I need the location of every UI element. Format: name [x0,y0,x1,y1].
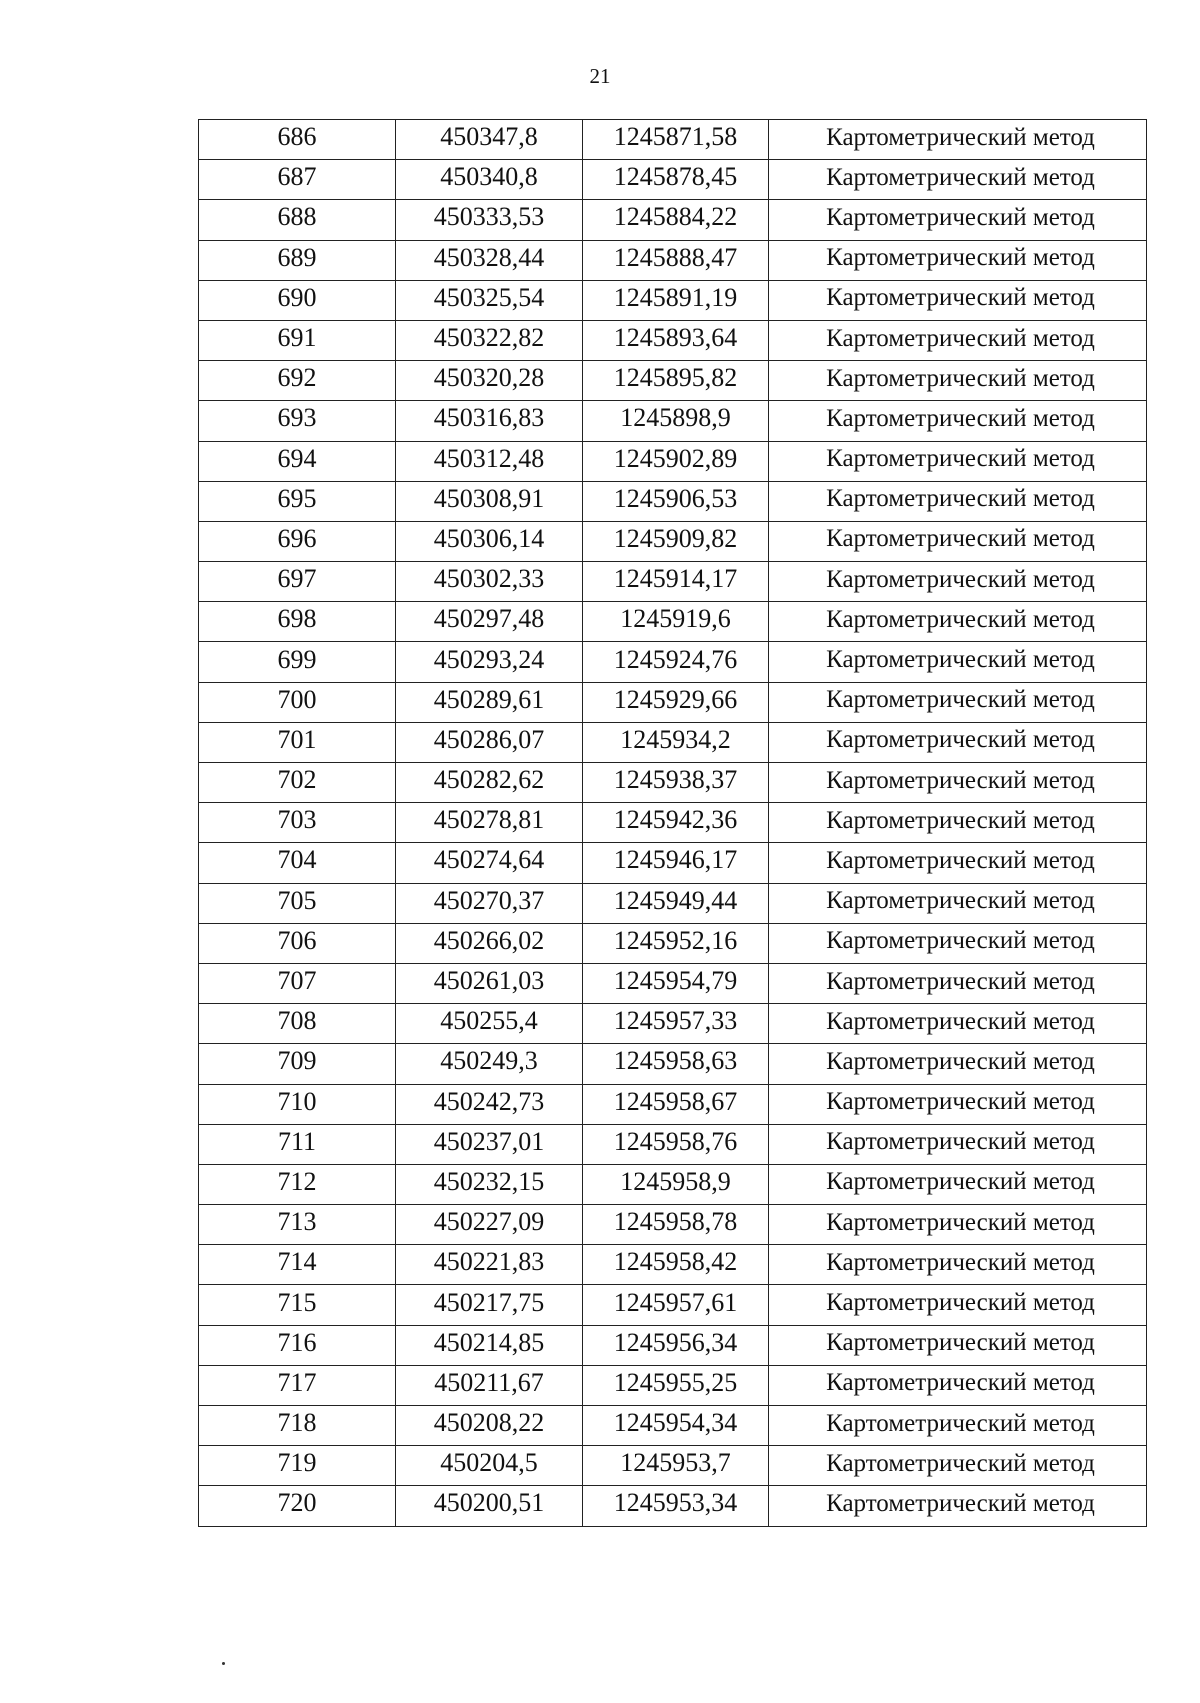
point-number-cell: 720 [199,1486,396,1526]
method-cell: Картометрический метод [769,1406,1147,1446]
table-row [199,401,1147,441]
x-coordinate-cell: 450270,37 [396,883,583,923]
method-cell: Картометрический метод [769,240,1147,280]
x-coordinate-cell: 450340,8 [396,160,583,200]
point-number-cell: 695 [199,481,396,521]
stray-dot [222,1662,225,1665]
table-row [199,1124,1147,1164]
table-row [199,280,1147,320]
point-number-cell: 693 [199,401,396,441]
point-number-cell: 709 [199,1044,396,1084]
point-number-cell: 718 [199,1406,396,1446]
x-coordinate-cell: 450208,22 [396,1406,583,1446]
y-coordinate-cell: 1245914,17 [583,562,769,602]
point-number-cell: 706 [199,923,396,963]
table-row [199,1325,1147,1365]
method-cell: Картометрический метод [769,1365,1147,1405]
method-cell: Картометрический метод [769,1325,1147,1365]
table-row [199,1406,1147,1446]
method-cell: Картометрический метод [769,1124,1147,1164]
y-coordinate-cell: 1245906,53 [583,481,769,521]
y-coordinate-cell: 1245942,36 [583,803,769,843]
method-cell: Картометрический метод [769,481,1147,521]
table-body [199,120,1147,1527]
x-coordinate-cell: 450293,24 [396,642,583,682]
point-number-cell: 714 [199,1245,396,1285]
method-cell: Картометрический метод [769,923,1147,963]
point-number-cell: 707 [199,963,396,1003]
method-cell: Картометрический метод [769,1084,1147,1124]
method-cell: Картометрический метод [769,1285,1147,1325]
table-row [199,642,1147,682]
table-row [199,843,1147,883]
y-coordinate-cell: 1245953,7 [583,1446,769,1486]
table-row [199,1205,1147,1245]
x-coordinate-cell: 450249,3 [396,1044,583,1084]
method-cell: Картометрический метод [769,963,1147,1003]
x-coordinate-cell: 450261,03 [396,963,583,1003]
method-cell: Картометрический метод [769,1044,1147,1084]
y-coordinate-cell: 1245929,66 [583,682,769,722]
table-row [199,1245,1147,1285]
table-row [199,1446,1147,1486]
y-coordinate-cell: 1245957,33 [583,1004,769,1044]
method-cell: Картометрический метод [769,1245,1147,1285]
y-coordinate-cell: 1245938,37 [583,763,769,803]
point-number-cell: 701 [199,722,396,762]
method-cell: Картометрический метод [769,361,1147,401]
method-cell: Картометрический метод [769,843,1147,883]
y-coordinate-cell: 1245895,82 [583,361,769,401]
method-cell: Картометрический метод [769,682,1147,722]
table-row [199,803,1147,843]
y-coordinate-cell: 1245949,44 [583,883,769,923]
point-number-cell: 689 [199,240,396,280]
point-number-cell: 691 [199,320,396,360]
y-coordinate-cell: 1245955,25 [583,1365,769,1405]
method-cell: Картометрический метод [769,1004,1147,1044]
method-cell: Картометрический метод [769,722,1147,762]
y-coordinate-cell: 1245888,47 [583,240,769,280]
x-coordinate-cell: 450308,91 [396,481,583,521]
x-coordinate-cell: 450282,62 [396,763,583,803]
x-coordinate-cell: 450274,64 [396,843,583,883]
table-row [199,521,1147,561]
y-coordinate-cell: 1245919,6 [583,602,769,642]
point-number-cell: 719 [199,1446,396,1486]
x-coordinate-cell: 450255,4 [396,1004,583,1044]
x-coordinate-cell: 450227,09 [396,1205,583,1245]
table-row [199,361,1147,401]
table-row [199,1044,1147,1084]
x-coordinate-cell: 450302,33 [396,562,583,602]
point-number-cell: 705 [199,883,396,923]
x-coordinate-cell: 450328,44 [396,240,583,280]
x-coordinate-cell: 450320,28 [396,361,583,401]
table-row [199,682,1147,722]
x-coordinate-cell: 450211,67 [396,1365,583,1405]
y-coordinate-cell: 1245893,64 [583,320,769,360]
page-number: 21 [589,64,611,88]
method-cell: Картометрический метод [769,1164,1147,1204]
method-cell: Картометрический метод [769,521,1147,561]
x-coordinate-cell: 450347,8 [396,120,583,160]
point-number-cell: 716 [199,1325,396,1365]
method-cell: Картометрический метод [769,803,1147,843]
method-cell: Картометрический метод [769,1446,1147,1486]
y-coordinate-cell: 1245953,34 [583,1486,769,1526]
method-cell: Картометрический метод [769,642,1147,682]
point-number-cell: 717 [199,1365,396,1405]
x-coordinate-cell: 450333,53 [396,200,583,240]
table-row [199,722,1147,762]
y-coordinate-cell: 1245884,22 [583,200,769,240]
y-coordinate-cell: 1245946,17 [583,843,769,883]
method-cell: Картометрический метод [769,1486,1147,1526]
table-row [199,883,1147,923]
point-number-cell: 713 [199,1205,396,1245]
x-coordinate-cell: 450221,83 [396,1245,583,1285]
table-row [199,441,1147,481]
y-coordinate-cell: 1245952,16 [583,923,769,963]
y-coordinate-cell: 1245878,45 [583,160,769,200]
point-number-cell: 690 [199,280,396,320]
point-number-cell: 687 [199,160,396,200]
y-coordinate-cell: 1245898,9 [583,401,769,441]
table-row [199,481,1147,521]
table-row [199,1285,1147,1325]
table-row [199,1365,1147,1405]
method-cell: Картометрический метод [769,120,1147,160]
y-coordinate-cell: 1245954,79 [583,963,769,1003]
point-number-cell: 697 [199,562,396,602]
table-row [199,160,1147,200]
x-coordinate-cell: 450322,82 [396,320,583,360]
table-row [199,763,1147,803]
method-cell: Картометрический метод [769,1205,1147,1245]
table-row [199,562,1147,602]
y-coordinate-cell: 1245956,34 [583,1325,769,1365]
x-coordinate-cell: 450306,14 [396,521,583,561]
y-coordinate-cell: 1245871,58 [583,120,769,160]
y-coordinate-cell: 1245891,19 [583,280,769,320]
x-coordinate-cell: 450286,07 [396,722,583,762]
y-coordinate-cell: 1245924,76 [583,642,769,682]
point-number-cell: 715 [199,1285,396,1325]
coordinates-table [198,119,1147,1527]
method-cell: Картометрический метод [769,160,1147,200]
method-cell: Картометрический метод [769,401,1147,441]
table-row [199,1164,1147,1204]
x-coordinate-cell: 450312,48 [396,441,583,481]
point-number-cell: 688 [199,200,396,240]
point-number-cell: 704 [199,843,396,883]
x-coordinate-cell: 450325,54 [396,280,583,320]
x-coordinate-cell: 450204,5 [396,1446,583,1486]
table-row [199,120,1147,160]
table-row [199,200,1147,240]
method-cell: Картометрический метод [769,602,1147,642]
point-number-cell: 702 [199,763,396,803]
method-cell: Картометрический метод [769,200,1147,240]
x-coordinate-cell: 450297,48 [396,602,583,642]
y-coordinate-cell: 1245909,82 [583,521,769,561]
x-coordinate-cell: 450266,02 [396,923,583,963]
x-coordinate-cell: 450289,61 [396,682,583,722]
x-coordinate-cell: 450214,85 [396,1325,583,1365]
point-number-cell: 692 [199,361,396,401]
point-number-cell: 711 [199,1124,396,1164]
method-cell: Картометрический метод [769,883,1147,923]
table-row [199,240,1147,280]
table-row [199,923,1147,963]
x-coordinate-cell: 450242,73 [396,1084,583,1124]
table-row [199,320,1147,360]
y-coordinate-cell: 1245934,2 [583,722,769,762]
point-number-cell: 712 [199,1164,396,1204]
method-cell: Картометрический метод [769,441,1147,481]
y-coordinate-cell: 1245957,61 [583,1285,769,1325]
y-coordinate-cell: 1245958,67 [583,1084,769,1124]
y-coordinate-cell: 1245958,9 [583,1164,769,1204]
y-coordinate-cell: 1245958,78 [583,1205,769,1245]
table-row [199,1084,1147,1124]
table-row [199,1486,1147,1526]
y-coordinate-cell: 1245958,42 [583,1245,769,1285]
x-coordinate-cell: 450200,51 [396,1486,583,1526]
method-cell: Картометрический метод [769,320,1147,360]
table-row [199,1004,1147,1044]
point-number-cell: 710 [199,1084,396,1124]
point-number-cell: 694 [199,441,396,481]
method-cell: Картометрический метод [769,763,1147,803]
y-coordinate-cell: 1245954,34 [583,1406,769,1446]
method-cell: Картометрический метод [769,280,1147,320]
point-number-cell: 708 [199,1004,396,1044]
point-number-cell: 696 [199,521,396,561]
point-number-cell: 698 [199,602,396,642]
method-cell: Картометрический метод [769,562,1147,602]
table-row [199,963,1147,1003]
point-number-cell: 699 [199,642,396,682]
x-coordinate-cell: 450316,83 [396,401,583,441]
x-coordinate-cell: 450232,15 [396,1164,583,1204]
table-row [199,602,1147,642]
x-coordinate-cell: 450237,01 [396,1124,583,1164]
point-number-cell: 703 [199,803,396,843]
y-coordinate-cell: 1245902,89 [583,441,769,481]
point-number-cell: 686 [199,120,396,160]
x-coordinate-cell: 450278,81 [396,803,583,843]
y-coordinate-cell: 1245958,63 [583,1044,769,1084]
x-coordinate-cell: 450217,75 [396,1285,583,1325]
y-coordinate-cell: 1245958,76 [583,1124,769,1164]
point-number-cell: 700 [199,682,396,722]
